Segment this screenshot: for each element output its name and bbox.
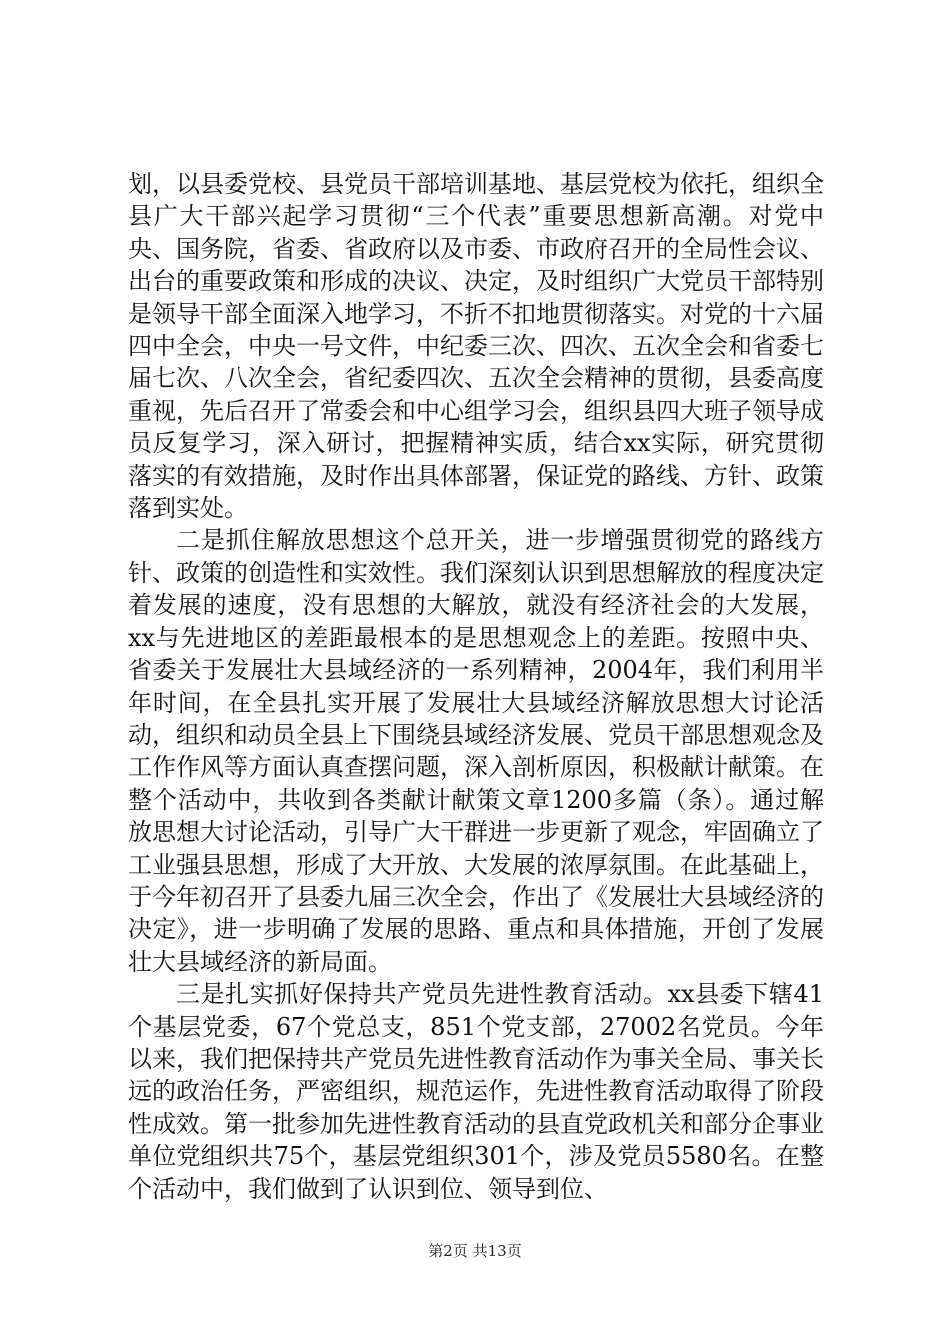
page-footer: 第2页 共13页: [428, 1242, 522, 1260]
document-body: [128, 168, 824, 1205]
paragraph-3: 三是扎实抓好保持共产党员先进性教育活动。xx县委下辖41个基层党委，67个党总支，851个党支部，27002名党员。今年以来，我们把保持共产党员先进性教育活动作为事关全局、事关长远的政治任务，严密组织，规范运作，先进性教育活动取得了阶段性成效。第一批参加先进性教育活动的县直党政机关和部分企事业单位党组织共75个，基层党组织301个，涉及党员5580名。在整个活动中，我们做到了认识到位、领导到位、: [128, 980, 824, 1203]
paragraph-1: 划，以县委党校、县党员干部培训基地、基层党校为依托，组织全县广大干部兴起学习贯彻“三个代表”重要思想新高潮。对党中央、国务院，省委、省政府以及市委、市政府召开的全局性会议、出台的重要政策和形成的决议、决定，及时组织广大党员干部特别是领导干部全面深入地学习，不折不扣地贯彻落实。对党的十六届四中全会，中央一号文件，中纪委三次、四次、五次全会和省委七届七次、八次全会，省纪委四次、五次全会精神的贯彻，县委高度重视，先后召开了常委会和中心组学习会，组织县四大班子领导成员反复学习，深入研讨，把握精神实质，结合xx实际，研究贯彻落实的有效措施，及时作出具体部署，保证党的路线、方针、政策落到实处。: [128, 170, 824, 523]
paragraph-2: 二是抓住解放思想这个总开关，进一步增强贯彻党的路线方针、政策的创造性和实效性。我们深刻认识到思想解放的程度决定着发展的速度，没有思想的大解放，就没有经济社会的大发展，xx与先进地区的差距最根本的是思想观念上的差距。按照中央、省委关于发展壮大县域经济的一系列精神，2004年，我们利用半年时间，在全县扎实开展了发展壮大县域经济解放思想大讨论活动，组织和动员全县上下围绕县域经济发展、党员干部思想观念及工作作风等方面认真查摆问题，深入剖析原因，积极献计献策。在整个活动中，共收到各类献计献策文章1200多篇（条）。通过解放思想大讨论活动，引导广大干群进一步更新了观念，牢固确立了工业强县思想，形成了大开放、大发展的浓厚氛围。在此基础上，于今年初召开了县委九届三次全会，作出了《发展壮大县域经济的决定》，进一步明确了发展的思路、重点和具体措施，开创了发展壮大县域经济的新局面。: [128, 526, 824, 976]
